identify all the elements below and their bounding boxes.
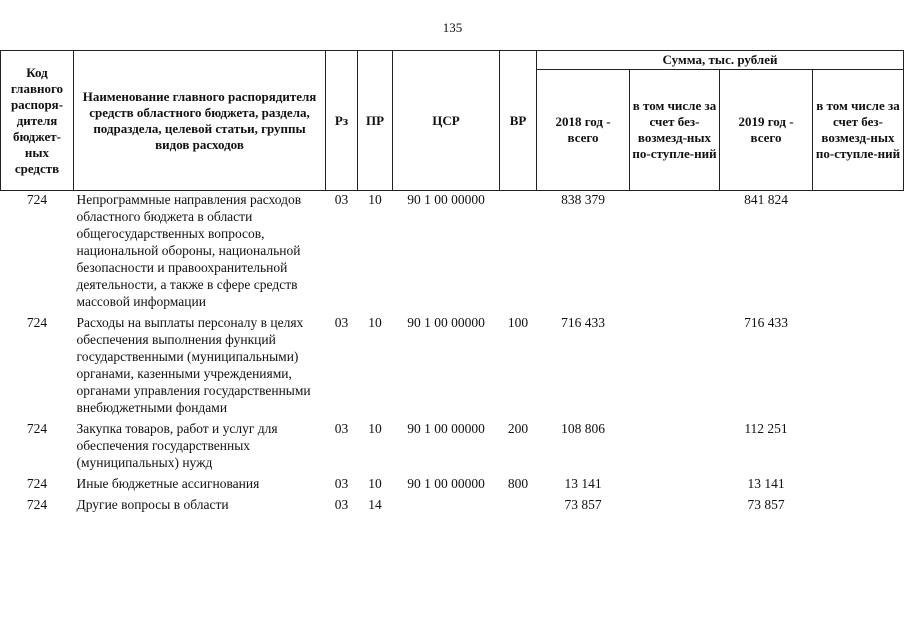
row-name: Иные бюджетные ассигнования <box>76 476 260 491</box>
row-code: 724 <box>26 476 48 491</box>
row-2018-gratuitous <box>630 475 720 496</box>
table-row <box>1 314 904 420</box>
row-pr: 10 <box>368 421 382 436</box>
row-2018-gratuitous <box>630 314 720 420</box>
row-vr <box>500 191 537 315</box>
row-2018-gratuitous <box>630 191 720 315</box>
header-pr: ПР <box>358 51 393 191</box>
header-name: Наименование главного распорядителя средств областного бюджета, раздела, подраздела, целевой статьи, группы видов расходов <box>74 51 326 191</box>
row-csr: 90 1 00 00000 <box>407 315 485 330</box>
header-sum-group: Сумма, тыс. рублей <box>537 51 904 70</box>
row-2018-total: 716 433 <box>561 315 605 330</box>
row-2019-gratuitous <box>813 191 904 315</box>
row-code: 724 <box>26 421 48 436</box>
table-row <box>1 496 904 517</box>
row-2019-gratuitous <box>813 314 904 420</box>
header-code: Код главного распоря-дителя бюджет-ных средств <box>1 51 74 191</box>
row-vr <box>500 496 537 517</box>
header-2019-total: 2019 год - всего <box>720 70 813 191</box>
row-code: 724 <box>26 497 48 512</box>
row-rz: 03 <box>334 476 349 491</box>
row-name: Закупка товаров, работ и услуг для обеспечения государственных (муниципальных) нужд <box>76 421 278 470</box>
row-2018-gratuitous <box>630 420 720 475</box>
page-number: 135 <box>442 20 463 35</box>
row-csr: 90 1 00 00000 <box>407 421 485 436</box>
row-2019-total: 112 251 <box>744 421 788 436</box>
row-rz: 03 <box>334 421 349 436</box>
row-code: 724 <box>26 315 48 330</box>
row-2018-total: 73 857 <box>564 497 602 512</box>
row-2019-total: 841 824 <box>744 192 788 207</box>
row-vr: 100 <box>507 315 529 330</box>
row-pr: 10 <box>368 315 382 330</box>
row-rz: 03 <box>334 497 349 512</box>
row-csr <box>393 496 500 517</box>
row-2019-total: 716 433 <box>744 315 788 330</box>
row-2019-total: 73 857 <box>747 497 785 512</box>
header-2019-gratuitous: в том числе за счет без-возмезд-ных по-ступле-ний <box>813 70 904 191</box>
row-csr: 90 1 00 00000 <box>407 192 485 207</box>
row-pr: 10 <box>368 476 382 491</box>
row-name: Другие вопросы в области <box>76 497 229 512</box>
budget-table <box>0 50 904 517</box>
header-2018-gratuitous: в том числе за счет без-возмезд-ных по-ступле-ний <box>630 70 720 191</box>
row-2018-gratuitous <box>630 496 720 517</box>
table-row <box>1 191 904 315</box>
row-2018-total: 108 806 <box>561 421 605 436</box>
row-2019-gratuitous <box>813 420 904 475</box>
row-vr: 200 <box>507 421 529 436</box>
table-row <box>1 475 904 496</box>
header-2018-total: 2018 год - всего <box>537 70 630 191</box>
table-row <box>1 420 904 475</box>
row-2018-total: 13 141 <box>564 476 602 491</box>
row-rz: 03 <box>334 192 349 207</box>
row-vr: 800 <box>507 476 529 491</box>
header-vr: ВР <box>500 51 537 191</box>
row-code: 724 <box>26 192 48 207</box>
row-csr: 90 1 00 00000 <box>407 476 485 491</box>
row-2019-gratuitous <box>813 475 904 496</box>
row-name: Непрограммные направления расходов областного бюджета в области общегосударственных вопросов, национальной обороны, национальной безопасности и правоохранительной деятельности, а также в сфере средств массовой информации <box>76 192 302 309</box>
row-name: Расходы на выплаты персоналу в целях обеспечения выполнения функций государственными (муниципальными) органами, казенными учреждениями, органами управления государственными внебюджетными фондами <box>76 315 311 415</box>
row-2019-total: 13 141 <box>747 476 785 491</box>
row-pr: 14 <box>368 497 382 512</box>
row-2019-gratuitous <box>813 496 904 517</box>
row-pr: 10 <box>368 192 382 207</box>
row-rz: 03 <box>334 315 349 330</box>
header-csr: ЦСР <box>393 51 500 191</box>
header-rz: Рз <box>326 51 358 191</box>
row-2018-total: 838 379 <box>561 192 605 207</box>
